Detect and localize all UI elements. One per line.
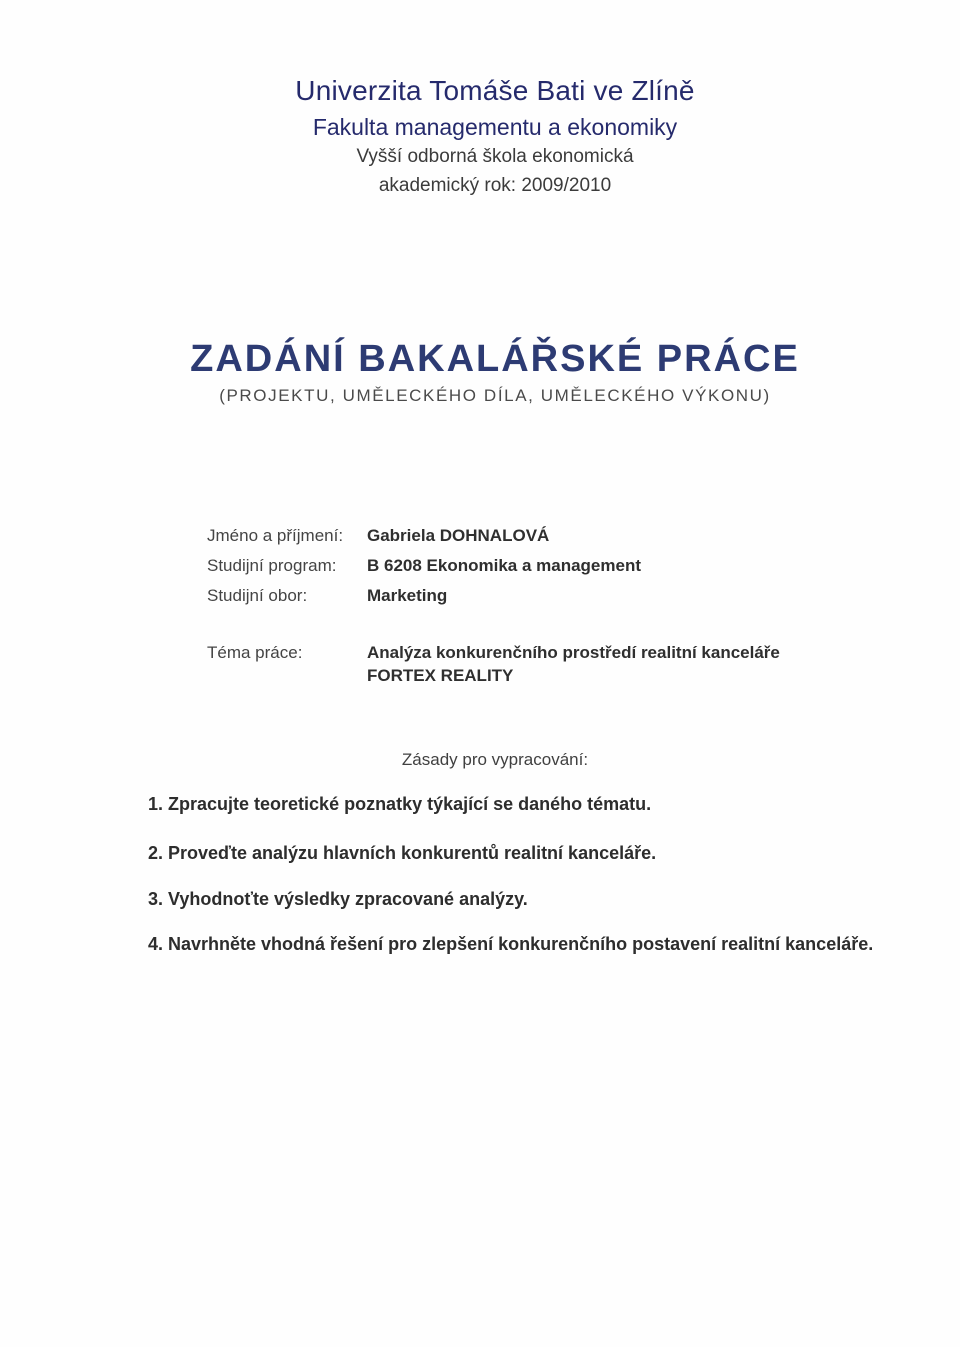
program-value: B 6208 Ekonomika a management <box>367 556 642 575</box>
university-name: Univerzita Tomáše Bati ve Zlíně <box>295 75 695 106</box>
name-label: Jméno a příjmení: <box>207 526 344 545</box>
program-label: Studijní program: <box>207 556 337 575</box>
topic-line-1: Analýza konkurenčního prostředí realitní kanceláře <box>367 643 780 662</box>
task-item: 2. Proveďte analýzu hlavních konkurentů realitní kanceláře. <box>148 843 657 863</box>
task-item: 3. Vyhodnoťte výsledky zpracované analýzy. <box>148 889 528 909</box>
field-label: Studijní obor: <box>207 586 308 605</box>
academic-year: akademický rok: 2009/2010 <box>378 175 612 196</box>
document-subtitle: (PROJEKTU, UMĚLECKÉHO DÍLA, UMĚLECKÉHO VÝKONU) <box>219 386 771 405</box>
principles-heading: Zásady pro vypracování: <box>401 750 589 769</box>
task-item: 4. Navrhněte vhodná řešení pro zlepšení konkurenčního postavení realitní kanceláře. <box>148 934 874 954</box>
task-item: 1. Zpracujte teoretické poznatky týkající se daného tématu. <box>148 794 652 814</box>
topic-line-2: FORTEX REALITY <box>367 666 514 685</box>
document-title: ZADÁNÍ BAKALÁŘSKÉ PRÁCE <box>190 338 800 380</box>
school-name: Vyšší odborná škola ekonomická <box>356 146 634 167</box>
topic-label: Téma práce: <box>207 643 303 662</box>
name-value: Gabriela DOHNALOVÁ <box>367 526 550 545</box>
field-value: Marketing <box>367 586 448 605</box>
faculty-name: Fakulta managementu a ekonomiky <box>312 114 678 140</box>
